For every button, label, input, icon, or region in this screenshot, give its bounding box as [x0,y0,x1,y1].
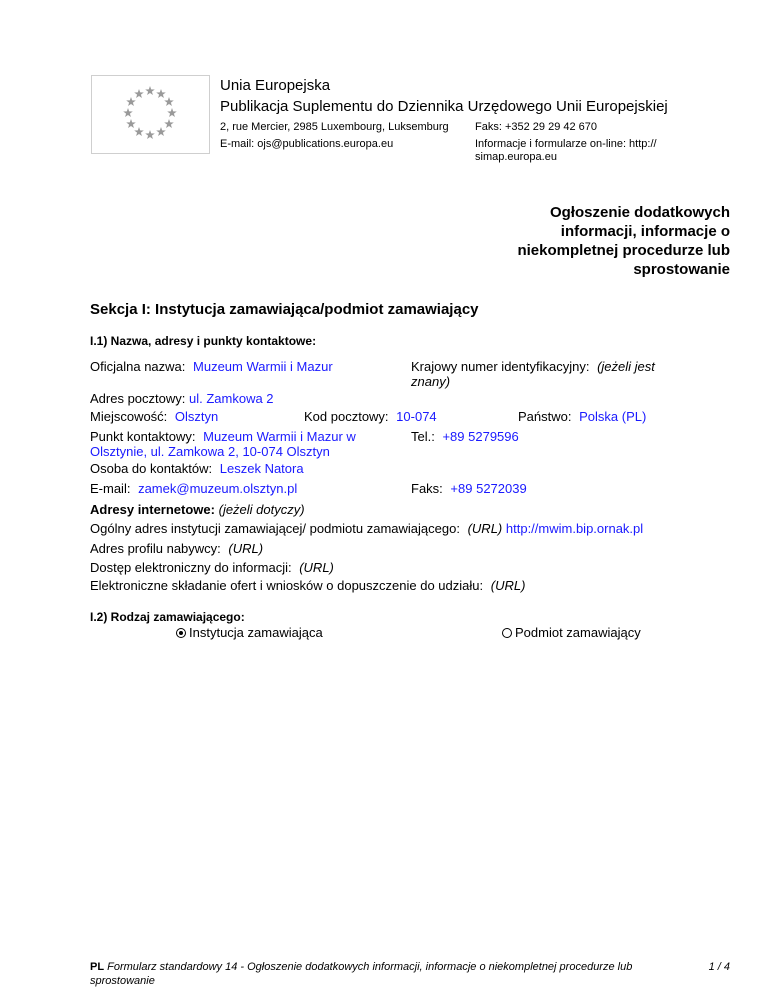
country-value: Polska (PL) [579,409,647,424]
eu-logo [91,75,210,154]
fax-row [411,480,527,497]
subsection-heading-1: I.1) Nazwa, adresy i punkty kontaktowe: [90,334,317,348]
header-email: E-mail: ojs@publications.europa.eu [220,138,394,150]
electronic-submission-label: Elektroniczne składanie ofert i wniosków o dopuszczenie do udziału: [90,578,484,593]
general-address-link[interactable]: http://mwim.bip.ornak.pl [505,521,644,536]
electronic-access-label: Dostęp elektroniczny do informacji: [90,560,292,575]
internet-label: Adresy internetowe: [90,502,215,517]
email-label: E-mail: [90,481,131,496]
general-address-label: Ogólny adres instytucji zamawiającej/ podmiotu zamawiającego: [90,521,460,536]
zip-row [304,408,437,425]
url-tag: (URL) [228,541,264,556]
country-row [518,408,646,425]
national-id-label: Krajowy numer identyfikacyjny: [411,359,590,374]
internet-note: (jeżeli dotyczy) [218,502,305,517]
national-id-note: (jeżeli jest [597,359,655,374]
postal-label: Adres pocztowy: [90,391,186,406]
general-address-row [90,520,643,537]
national-id-note-cont: znany) [411,374,451,389]
footer-form-line2: sprostowanie [90,975,155,987]
contact-point-label: Punkt kontaktowy: [90,429,196,444]
url-tag: (URL) [490,578,526,593]
option-contracting-entity-label: Podmiot zamawiający [515,625,641,640]
zip-label: Kod pocztowy: [304,409,389,424]
option-contracting-authority[interactable] [176,624,323,641]
tel-label: Tel.: [411,429,435,444]
buyer-profile-label: Adres profilu nabywcy: [90,541,221,556]
country-label: Państwo: [518,409,572,424]
header-org: Unia Europejska [220,77,331,94]
eu-stars-icon [92,76,209,153]
city-value: Olsztyn [174,409,219,424]
option-contracting-entity[interactable] [502,624,641,641]
zip-value: 10-074 [396,409,437,424]
section-heading: Sekcja I: Instytucja zamawiająca/podmiot zamawiający [90,301,479,318]
internet-row [90,501,305,518]
postal-row [90,390,274,407]
city-label: Miejscowość: [90,409,168,424]
header-publication: Publikacja Suplementu do Dziennika Urzędowego Unii Europejskiej [220,98,668,115]
buyer-profile-row [90,540,263,557]
person-row [90,460,304,477]
header-info-line2: simap.europa.eu [475,151,557,163]
url-tag: (URL) [467,521,503,536]
fax-value: +89 5272039 [450,481,527,496]
email-row [90,480,297,497]
url-tag: (URL) [299,560,334,575]
city-row [90,408,218,425]
tel-value: +89 5279596 [442,429,519,444]
footer-form-info [90,960,690,988]
fax-label: Faks: [411,481,443,496]
person-value: Leszek Natora [219,461,304,476]
tel-row [411,428,519,445]
contact-point-value-cont: Olsztynie, ul. Zamkowa 2, 10-074 Olsztyn [90,444,330,459]
official-name-label: Oficjalna nazwa: [90,359,186,374]
electronic-submission-row [90,577,525,594]
document-title [517,203,730,279]
document-title-line: Ogłoszenie dodatkowych [549,204,730,221]
footer-page-number: 1 / 4 [708,961,730,973]
footer-form-line1: Formularz standardowy 14 - Ogłoszenie dodatkowych informacji, informacje o niekompletnej procedurze lub [107,961,633,973]
document-title-line: informacji, informacje o [560,223,730,240]
electronic-access-row [90,559,334,576]
radio-unselected-icon[interactable] [502,628,512,638]
footer-lang: PL [90,961,105,973]
header-fax: Faks: +352 29 29 42 670 [475,121,598,133]
person-label: Osoba do kontaktów: [90,461,213,476]
contact-point-value: Muzeum Warmii i Mazur w [203,429,356,444]
subsection-heading-2: I.2) Rodzaj zamawiającego: [90,610,245,624]
header-address: 2, rue Mercier, 2985 Luxembourg, Luksemburg [220,121,449,133]
document-title-line: sprostowanie [633,261,730,278]
radio-selected-icon[interactable] [176,628,186,638]
postal-value: ul. Zamkowa 2 [189,391,274,406]
option-contracting-authority-label: Instytucja zamawiająca [189,625,323,640]
header-info-line1: Informacje i formularze on-line: http:// [475,138,657,150]
official-name-row [90,358,333,375]
email-value[interactable]: zamek@muzeum.olsztyn.pl [138,481,298,496]
document-title-line: niekompletnej procedurze lub [517,242,730,259]
official-name-value: Muzeum Warmii i Mazur [193,359,333,374]
